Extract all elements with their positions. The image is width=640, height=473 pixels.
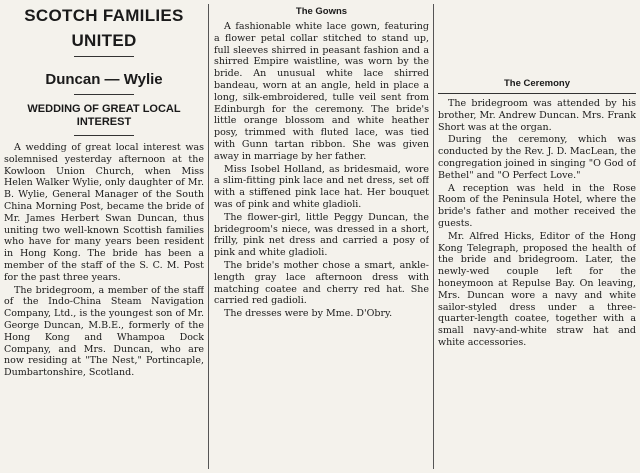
deck-divider	[74, 135, 134, 136]
deck-line-1: WEDDING OF GREAT LOCAL	[27, 103, 181, 115]
column-left	[4, 0, 204, 473]
column-right	[438, 0, 636, 473]
article-paragraph: The flower-girl, little Peggy Duncan, the bridegroom's niece, was dressed in a short, frilly, pink net dress and carried a posy of pink and white gladioli.	[214, 211, 429, 259]
article-paragraph: Miss Isobel Holland, as bridesmaid, wore a slim-fitting pink lace and net dress, set off with a stiffened pink lace hat. Her bouquet was of pink and white gladioli.	[214, 163, 429, 210]
deck-line-2: INTEREST	[76, 116, 132, 128]
headline-line-1: SCOTCH FAMILIES	[24, 6, 184, 25]
article-paragraph: During the ceremony, which was conducted by the Rev. J. D. MacLean, the congregation joined in singing "O God of Bethel" and "O Perfect Love."	[438, 134, 636, 181]
article-paragraph: A reception was held in the Rose Room of the Peninsula Hotel, where the bride's father and mother received the guests.	[438, 182, 636, 229]
article-paragraph: The dresses were by Mme. D'Obry.	[224, 308, 393, 320]
section-title-ceremony: The Ceremony	[504, 78, 570, 89]
headline-line-2: UNITED	[71, 31, 137, 50]
article-paragraph: The bridegroom was attended by his brother, Mr. Andrew Duncan. Mrs. Frank Short was at the organ.	[438, 98, 636, 133]
article-paragraph: A wedding of great local interest was solemnised yesterday afternoon at the Kowloon Union Church, when Miss Helen Walker Wylie, only daughter of Mr. B. Wylie, General Manager of the South China Morning Post, became the bride of Mr. James Herbert Swan Duncan, thus uniting two well-known Scottish families who have for many years been resident in Hong Kong. The bride has been a member of the staff of the S. C. M. Post for the past three years.	[4, 142, 204, 283]
column-middle	[214, 0, 429, 473]
headline-divider	[74, 56, 134, 57]
column-divider	[433, 4, 434, 469]
article-paragraph: The bridegroom, a member of the staff of the Indo-China Steam Navigation Company, Ltd., is the youngest son of Mr. George Duncan, M.B.E., formerly of the Hong Kong and Whampoa Dock Company, and Mrs. Duncan, who are now residing at "The Nest," Portincaple, Dumbartonshire, Scotland.	[4, 284, 204, 379]
article-paragraph: A fashionable white lace gown, featuring a flower petal collar stitched to stand up, full sleeves shirred in peasant fashion and a shirred Empire waistline, was worn by the bride. An unusual white lace shirred bandeau, worn at an angle, held in place a long, silk-embroidered, tulle veil sent from Edinburgh for the ceremony. The bride's little orange blossom and white heather posy, trimmed with fluted lace, was tied with Gunn tartan ribbon. She was given away in marriage by her father.	[214, 21, 429, 162]
article-paragraph: The bride's mother chose a smart, ankle-length gray lace afternoon dress with matching coatee and cherry red hat. She carried red gadioli.	[214, 259, 429, 307]
article-paragraph: Mr. Alfred Hicks, Editor of the Hong Kong Telegraph, proposed the health of the bride and bridegroom. Later, the newly-wed couple left for the honeymoon at Repulse Bay. On leaving, Mrs. Duncan wore a navy and white sailor-styled dress under a three-quarter-length coatee, together with a small navy-and-white straw hat and white accessories.	[438, 230, 636, 348]
sub-headline: Duncan — Wylie	[45, 71, 163, 88]
column-divider	[208, 4, 209, 469]
section-divider	[438, 93, 636, 94]
section-title-gowns: The Gowns	[295, 6, 348, 17]
sub-headline-divider	[74, 94, 134, 95]
